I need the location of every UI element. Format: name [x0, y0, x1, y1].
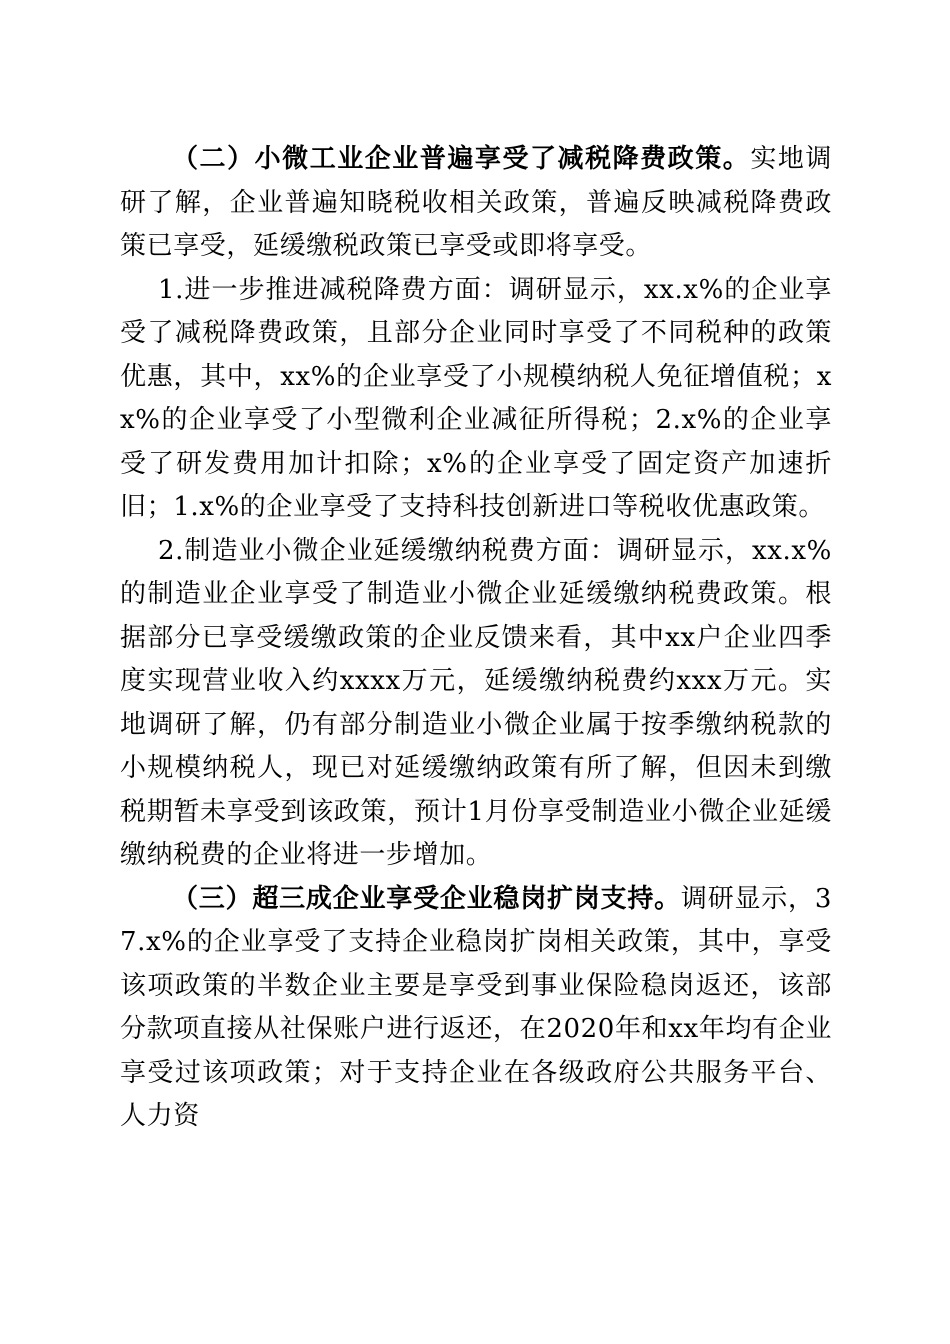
document-page — [120, 138, 832, 1139]
paragraph-section-3 — [120, 878, 832, 1139]
paragraph-text: 调研显示，37.x%的企业享受了支持企业稳岗扩岗相关政策，其中，享受该项政策的半数企业主要是享受到事业保险稳岗返还，该部分款项直接从社保账户进行返还，在2020年和xx年均有企业享受过该项政策；对于支持企业在各级政府公共服务平台、人力资 — [120, 883, 832, 1131]
paragraph-text: 实地调研了解，企业普遍知晓税收相关政策，普遍反映减税降费政策已享受，延缓缴税政策已享受或即将享受。 — [120, 144, 832, 261]
paragraph-text: 1.进一步推进减税降费方面：调研显示，xx.x%的企业享受了减税降费政策，且部分企业同时享受了不同税种的政策优惠，其中，xx%的企业享受了小规模纳税人免征增值税；xx%的企业享受了小型微利企业减征所得税；2.x%的企业享受了研发费用加计扣除；x%的企业享受了固定资产加速折旧；1.x%的企业享受了支持科技创新进口等税收优惠政策。 — [120, 274, 832, 522]
paragraph-item-1 — [120, 269, 832, 530]
section-heading: （二）小微工业企业普遍享受了减税降费政策。 — [172, 144, 751, 174]
paragraph-section-2 — [120, 138, 832, 269]
section-heading: （三）超三成企业享受企业稳岗扩岗支持。 — [172, 883, 681, 914]
paragraph-item-2 — [120, 530, 832, 878]
paragraph-text: 2.制造业小微企业延缓缴纳税费方面：调研显示，xx.x%的制造业企业享受了制造业小微企业延缓缴纳税费政策。根据部分已享受缓缴政策的企业反馈来看，其中xx户企业四季度实现营业收入约xxxx万元，延缓缴纳税费约xxx万元。实地调研了解，仍有部分制造业小微企业属于按季缴纳税款的小规模纳税人，现已对延缓缴纳政策有所了解，但因未到缴税期暂未享受到该政策，预计1月份享受制造业小微企业延缓缴纳税费的企业将进一步增加。 — [120, 535, 832, 870]
